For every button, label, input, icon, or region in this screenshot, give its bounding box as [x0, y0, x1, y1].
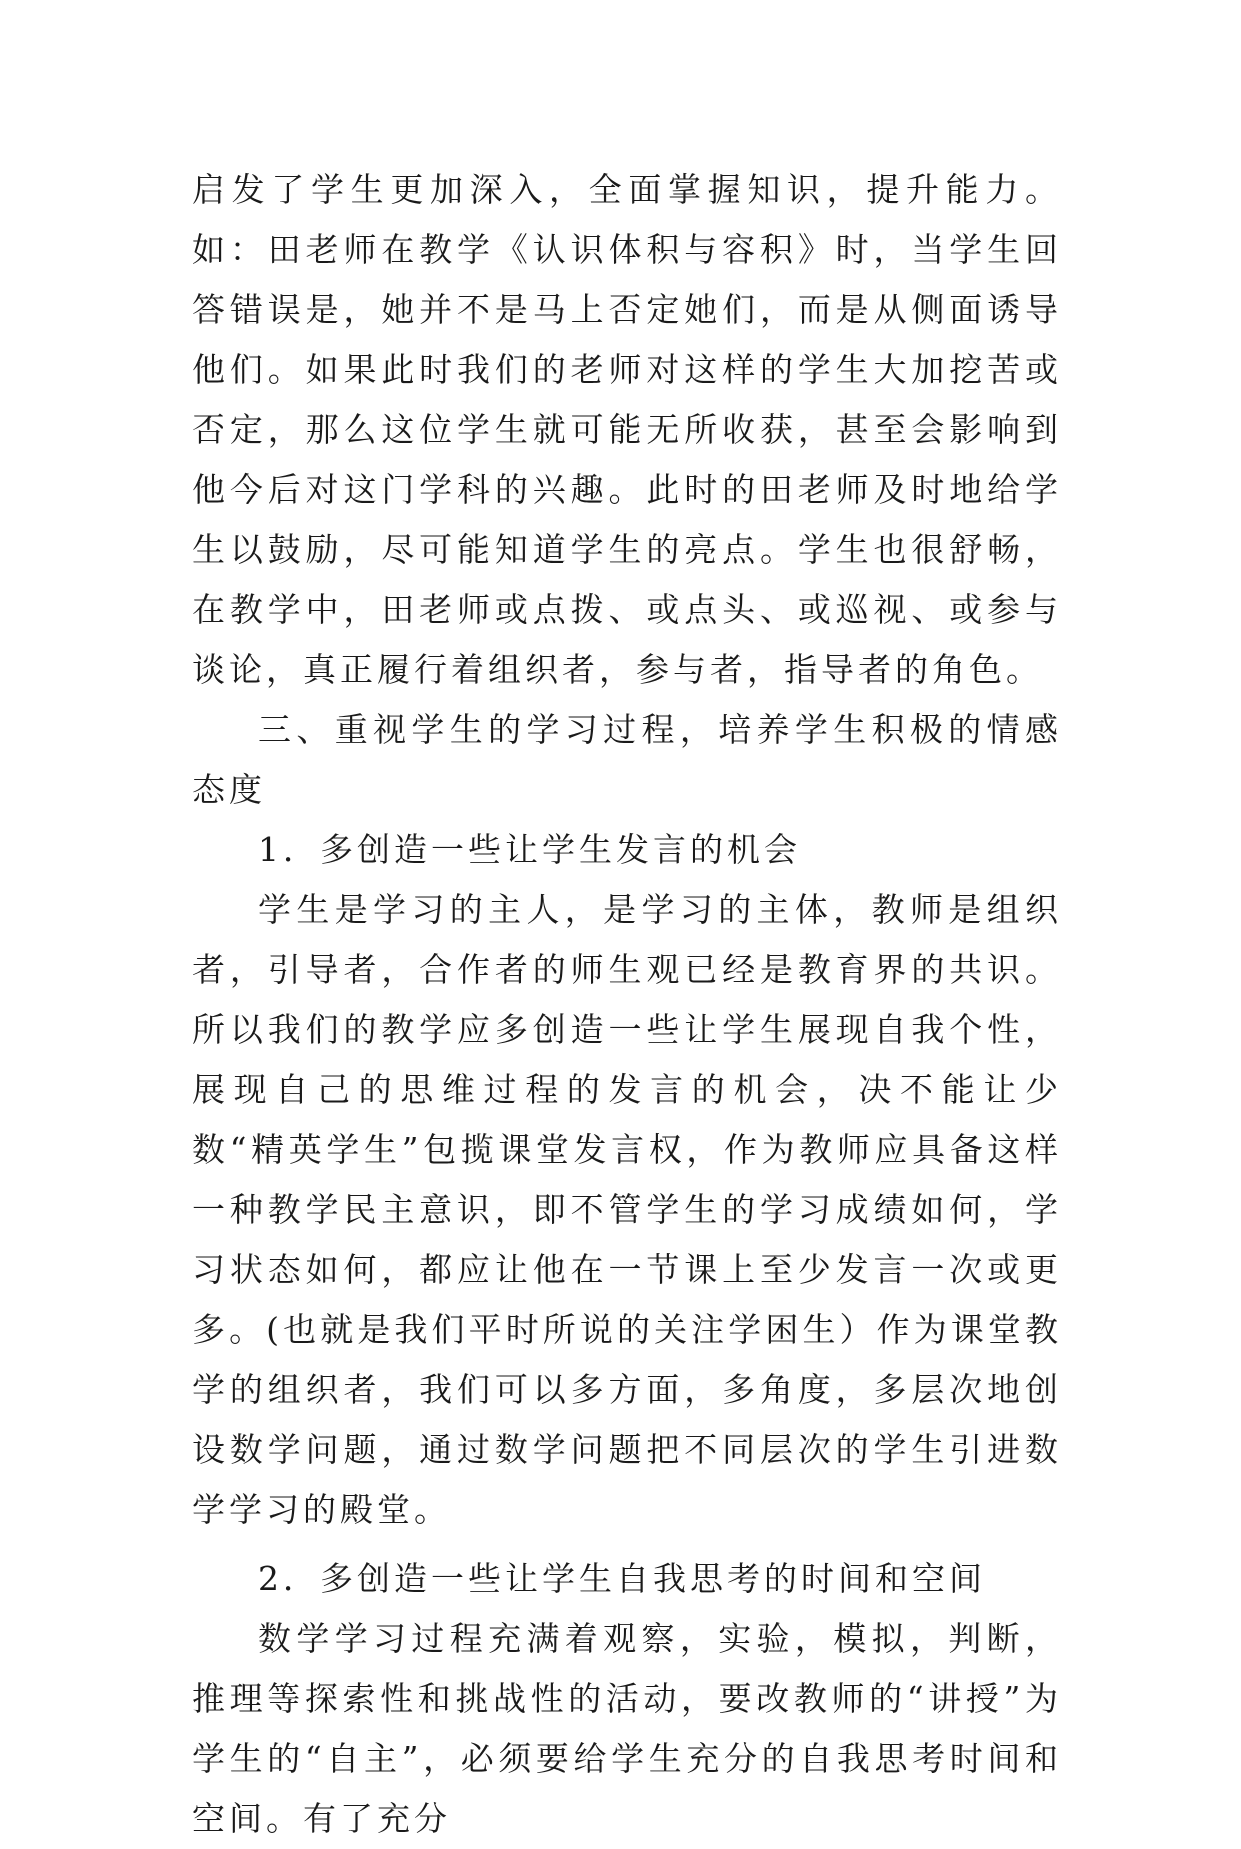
section-heading: 三、重视学生的学习过程，培养学生积极的情感态度: [192, 710, 1062, 809]
body-paragraph: 数学学习过程充满着观察，实验，模拟，判断，推理等探索性和挑战性的活动，要改教师的“讲授”为学生的“自主”，必须要给学生充分的自我思考时间和空间。有了充分: [192, 1619, 1062, 1838]
subsection-heading: 2．多创造一些让学生自我思考的时间和空间: [258, 1559, 986, 1598]
body-paragraph: 学生是学习的主人，是学习的主体，教师是组织者，引导者，合作者的师生观已经是教育界的共识。所以我们的教学应多创造一些让学生展现自我个性，展现自己的思维过程的发言的机会，决不能让少数“精英学生”包揽课堂发言权，作为教师应具备这样一种教学民主意识，即不管学生的学习成绩如何，学习状态如何，都应让他在一节课上至少发言一次或更多。(也就是我们平时所说的关注学困生）作为课堂教学的组织者，我们可以多方面，多角度，多层次地创设数学问题，通过数学问题把不同层次的学生引进数学学习的殿堂。: [192, 890, 1062, 1529]
subsection-heading: 1．多创造一些让学生发言的机会: [258, 830, 801, 869]
document-body: [192, 160, 1062, 1849]
body-paragraph: 启发了学生更加深入，全面掌握知识，提升能力。如：田老师在教学《认识体积与容积》时，当学生回答错误是，她并不是马上否定她们，而是从侧面诱导他们。如果此时我们的老师对这样的学生大加挖苦或否定，那么这位学生就可能无所收获，甚至会影响到他今后对这门学科的兴趣。此时的田老师及时地给学生以鼓励，尽可能知道学生的亮点。学生也很舒畅，在教学中，田老师或点拨、或点头、或巡视、或参与谈论，真正履行着组织者，参与者，指导者的角色。: [192, 170, 1062, 689]
